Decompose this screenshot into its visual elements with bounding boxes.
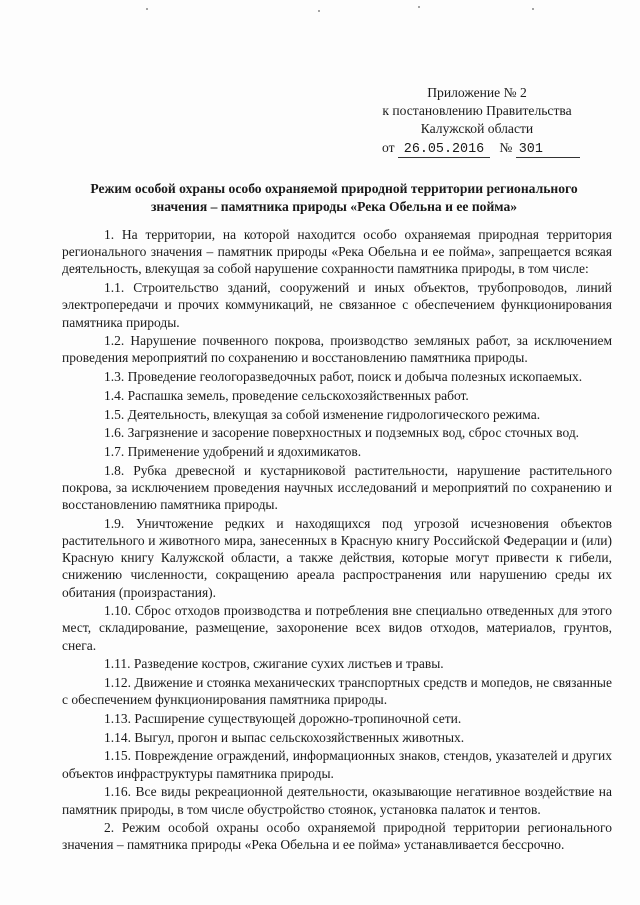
title-line: Режим особой охраны особо охраняемой природной территории регионального <box>90 181 578 196</box>
scan-speck <box>532 8 534 10</box>
title-line: значения – памятника природы «Река Обельна и ее пойма» <box>150 198 518 214</box>
resolution-number: 301 <box>516 142 580 158</box>
paragraph: 1.10. Сброс отходов производства и потребления вне специально отведенных для этого мест, складирование, размещение, захоронение всех видов отходов, материалов, грунтов, снега. <box>62 603 612 653</box>
paragraph: 2. Режим особой охраны особо охраняемой природной территории регионального значения – памятника природы «Река Обельна и ее пойма» устанавливается бессрочно. <box>62 820 612 853</box>
date-label: от <box>382 139 395 155</box>
paragraph: 1.7. Применение удобрений и ядохимикатов. <box>104 443 362 459</box>
paragraph: 1.2. Нарушение почвенного покрова, производство земляных работ, за исключением проведения мероприятий по сохранению и восстановлению памятника природы. <box>62 333 612 366</box>
scan-speck <box>318 10 320 12</box>
annex-resolution-ref: к постановлению Правительства <box>382 103 572 119</box>
document-body <box>62 226 612 855</box>
paragraph: 1.3. Проведение геологоразведочных работ, поиск и добыча полезных ископаемых. <box>104 369 583 385</box>
scan-speck <box>418 6 420 8</box>
resolution-date: 26.05.2016 <box>398 142 490 158</box>
paragraph: 1.9. Уничтожение редких и находящихся под угрозой исчезновения объектов растительного и животного мира, занесенных в Красную книгу Российской Федерации и (или) Красную книгу Калужской области, а также действия, которые могут привести к гибели, снижению численности, сокращению ареала распространения или нарушению среды их обитания (произрастания). <box>62 515 612 600</box>
paragraph: 1.12. Движение и стоянка механических транспортных средств и мопедов, не связанные с обеспечением функционирования памятника природы. <box>62 675 612 708</box>
paragraph: 1.15. Повреждение ограждений, информационных знаков, стендов, указателей и других объектов инфраструктуры памятника природы. <box>62 748 612 781</box>
paragraph: 1.1. Строительство зданий, сооружений и иных объектов, трубопроводов, линий электропередачи и прочих коммуникаций, не связанное с обеспечением функционирования памятника природы. <box>62 280 612 330</box>
annex-region: Калужской области <box>420 121 534 137</box>
paragraph: 1.6. Загрязнение и засорение поверхностных и подземных вод, сброс сточных вод. <box>104 425 580 441</box>
paragraph: 1.5. Деятельность, влекущая за собой изменение гидрологического режима. <box>104 406 541 422</box>
document-title <box>68 180 600 215</box>
paragraph: 1.13. Расширение существующей дорожно-тропиночной сети. <box>104 710 462 726</box>
number-label: № <box>499 139 513 155</box>
annex-title: Приложение № 2 <box>427 85 527 100</box>
paragraph: 1. На территории, на которой находится особо охраняемая природная территория регионального значения – памятник природы «Река Обельна и ее пойма», запрещается всякая деятельность, влекущая за собой нарушение сохранности памятника природы, в том числе: <box>62 227 612 277</box>
annex-block <box>382 84 572 158</box>
paragraph: 1.11. Разведение костров, сжигание сухих листьев и травы. <box>104 656 444 672</box>
scan-speck <box>146 8 148 10</box>
paragraph: 1.4. Распашка земель, проведение сельскохозяйственных работ. <box>104 387 469 403</box>
paragraph: 1.8. Рубка древесной и кустарниковой растительности, нарушение растительного покрова, за исключением проведения научных исследований и мероприятий по сохранению и восстановлению памятника природы. <box>62 462 612 513</box>
paragraph: 1.16. Все виды рекреационной деятельности, оказывающие негативное воздействие на памятник природы, в том числе обустройство стоянок, установка палаток и тентов. <box>62 784 612 817</box>
annex-date-number-line <box>382 139 572 158</box>
paragraph: 1.14. Выгул, прогон и выпас сельскохозяйственных животных. <box>104 729 465 745</box>
